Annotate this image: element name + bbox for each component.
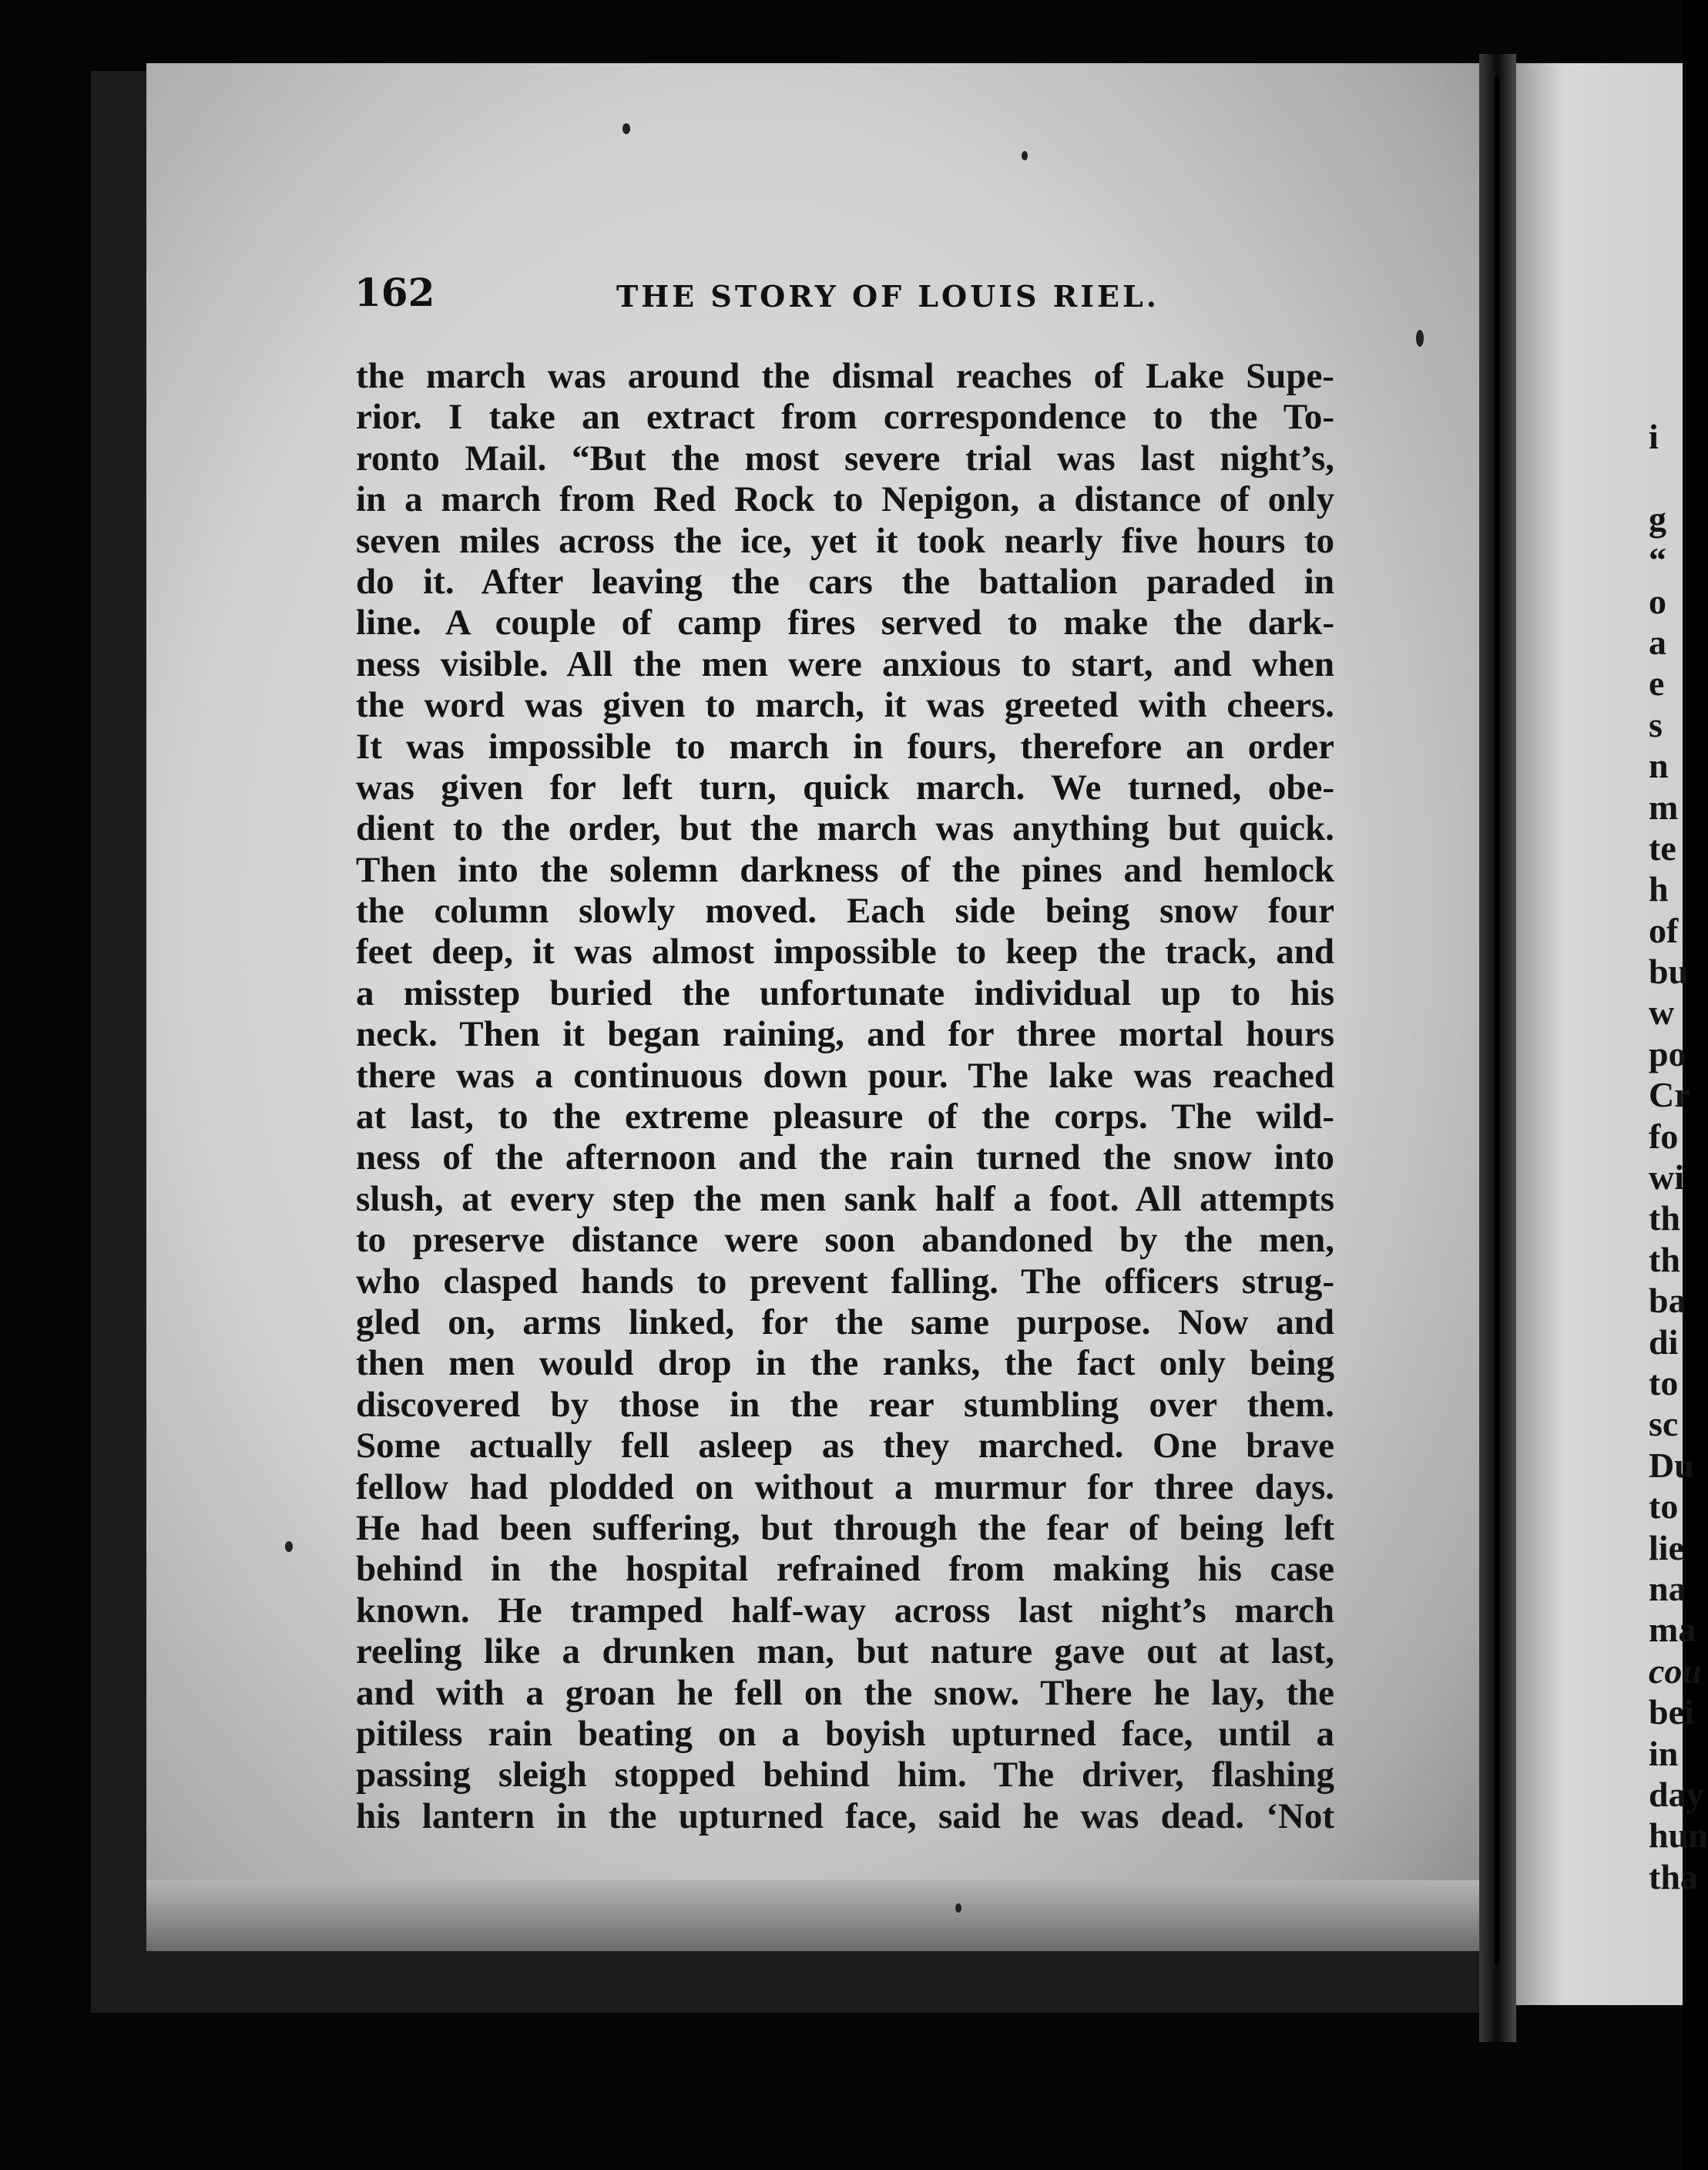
right-page-fragment: day xyxy=(1649,1774,1704,1814)
right-page-fragment: ma xyxy=(1649,1610,1696,1650)
text-line: a misstep buried the unfortunate individual up to his xyxy=(356,972,1334,1013)
text-line: do it. After leaving the cars the battalion paraded in xyxy=(356,561,1334,602)
text-line: passing sleigh stopped behind him. The driver, flashing xyxy=(356,1755,1334,1795)
text-line: rior. I take an extract from correspondence to the To- xyxy=(356,397,1334,438)
right-page-fragment: a xyxy=(1649,622,1666,662)
text-line: his lantern in the upturned face, said he was dead. ‘Not xyxy=(356,1795,1334,1836)
right-page-fragment: th xyxy=(1649,1198,1680,1238)
text-line: who clasped hands to prevent falling. The officers strug- xyxy=(356,1261,1334,1302)
right-page-fragment: te xyxy=(1649,828,1676,868)
text-line: and with a groan he fell on the snow. There he lay, the xyxy=(356,1672,1334,1713)
body-text xyxy=(356,356,1334,1837)
text-line: It was impossible to march in fours, therefore an order xyxy=(356,726,1334,767)
text-line: discovered by those in the rear stumbling over them. xyxy=(356,1384,1334,1425)
text-line: slush, at every step the men sank half a foot. All attempts xyxy=(356,1178,1334,1219)
text-line: behind in the hospital refrained from making his case xyxy=(356,1549,1334,1590)
right-page-fragment: s xyxy=(1649,704,1663,744)
text-line: gled on, arms linked, for the same purpose. Now and xyxy=(356,1302,1334,1342)
text-line: He had been suffering, but through the fear of being left xyxy=(356,1507,1334,1548)
right-page-fragment: wi xyxy=(1649,1157,1684,1198)
right-page-fragment: hun xyxy=(1649,1816,1708,1856)
right-page-fragment: h xyxy=(1649,869,1669,909)
right-page-fragment: cou xyxy=(1649,1651,1702,1691)
right-page-fragment: of xyxy=(1649,910,1679,950)
running-head: THE STORY OF LOUIS RIEL. xyxy=(616,279,1159,314)
text-line: ronto Mail. “But the most severe trial was last night’s, xyxy=(356,438,1334,479)
right-page-fragment: w xyxy=(1649,993,1675,1033)
scan-speck xyxy=(622,123,630,134)
text-line: Some actually fell asleep as they marched. One brave xyxy=(356,1426,1334,1466)
right-page-fragment: tha xyxy=(1649,1856,1698,1896)
right-page-fragment: e xyxy=(1649,663,1665,704)
text-line: the word was given to march, it was greeted with cheers. xyxy=(356,685,1334,726)
scan-speck xyxy=(955,1903,961,1913)
text-line: the march was around the dismal reaches of Lake Supe- xyxy=(356,356,1334,396)
text-line: Then into the solemn darkness of the pines and hemlock xyxy=(356,849,1334,890)
right-page-fragment: g xyxy=(1649,499,1666,539)
right-page-fragment: lie xyxy=(1649,1527,1684,1567)
text-line: there was a continuous down pour. The lake was reached xyxy=(356,1055,1334,1096)
page-number: 162 xyxy=(354,270,435,315)
right-page-fragment: po xyxy=(1649,1033,1686,1073)
text-line: to preserve distance were soon abandoned by the men, xyxy=(356,1220,1334,1261)
right-page-fragment xyxy=(1649,457,1683,498)
text-line: dient to the order, but the march was anything but quick. xyxy=(356,808,1334,849)
right-page-fragment: m xyxy=(1649,787,1679,827)
text-line: seven miles across the ice, yet it took nearly five hours to xyxy=(356,520,1334,561)
right-page-fragment: i xyxy=(1649,417,1659,456)
right-page-fragment: to xyxy=(1649,1362,1679,1402)
text-line: ness of the afternoon and the rain turned the snow into xyxy=(356,1137,1334,1178)
text-line: neck. Then it began raining, and for three mortal hours xyxy=(356,1014,1334,1055)
text-line: at last, to the extreme pleasure of the corps. The wild- xyxy=(356,1097,1334,1137)
scan-speck xyxy=(1022,151,1028,160)
text-line: reeling like a drunken man, but nature gave out at last, xyxy=(356,1631,1334,1672)
right-page-fragment: “ xyxy=(1649,540,1666,580)
text-line: pitiless rain beating on a boyish upturned face, until a xyxy=(356,1713,1334,1754)
right-page-fragment: to xyxy=(1649,1486,1679,1527)
text-line: fellow had plodded on without a murmur for three days. xyxy=(356,1466,1334,1507)
right-page-fragment: bei xyxy=(1649,1692,1694,1732)
right-page-fragment: in xyxy=(1649,1733,1679,1773)
right-page-fragment: na xyxy=(1649,1568,1686,1608)
right-page-fragment: Du xyxy=(1649,1445,1694,1485)
spine-line xyxy=(1495,77,1499,1965)
right-page-fragment: Cr xyxy=(1649,1075,1690,1115)
text-line: ness visible. All the men were anxious to start, and when xyxy=(356,643,1334,684)
page-bottom-shadow xyxy=(146,1880,1479,1951)
text-line: line. A couple of camp fires served to make the dark- xyxy=(356,603,1334,643)
right-page-fragment: o xyxy=(1649,581,1666,621)
right-page-fragment: fo xyxy=(1649,1116,1679,1156)
right-page-fragment: n xyxy=(1649,746,1669,786)
text-line: feet deep, it was almost impossible to keep the track, and xyxy=(356,932,1334,972)
right-page-fragment: bu xyxy=(1649,952,1689,992)
text-line: was given for left turn, quick march. We turned, obe- xyxy=(356,767,1334,808)
right-page-fragment: ba xyxy=(1649,1281,1686,1321)
right-page-text-fragments xyxy=(1649,416,1708,1897)
text-line: then men would drop in the ranks, the fact only being xyxy=(356,1343,1334,1384)
scan-speck xyxy=(285,1541,293,1552)
text-line: known. He tramped half-way across last night’s march xyxy=(356,1590,1334,1631)
right-page-fragment: sc xyxy=(1649,1404,1679,1444)
right-page-fragment: di xyxy=(1649,1322,1679,1362)
text-line: in a march from Red Rock to Nepigon, a distance of only xyxy=(356,479,1334,520)
right-page-fragment: th xyxy=(1649,1239,1680,1279)
scan-speck xyxy=(1416,330,1424,347)
text-line: the column slowly moved. Each side being snow four xyxy=(356,891,1334,932)
